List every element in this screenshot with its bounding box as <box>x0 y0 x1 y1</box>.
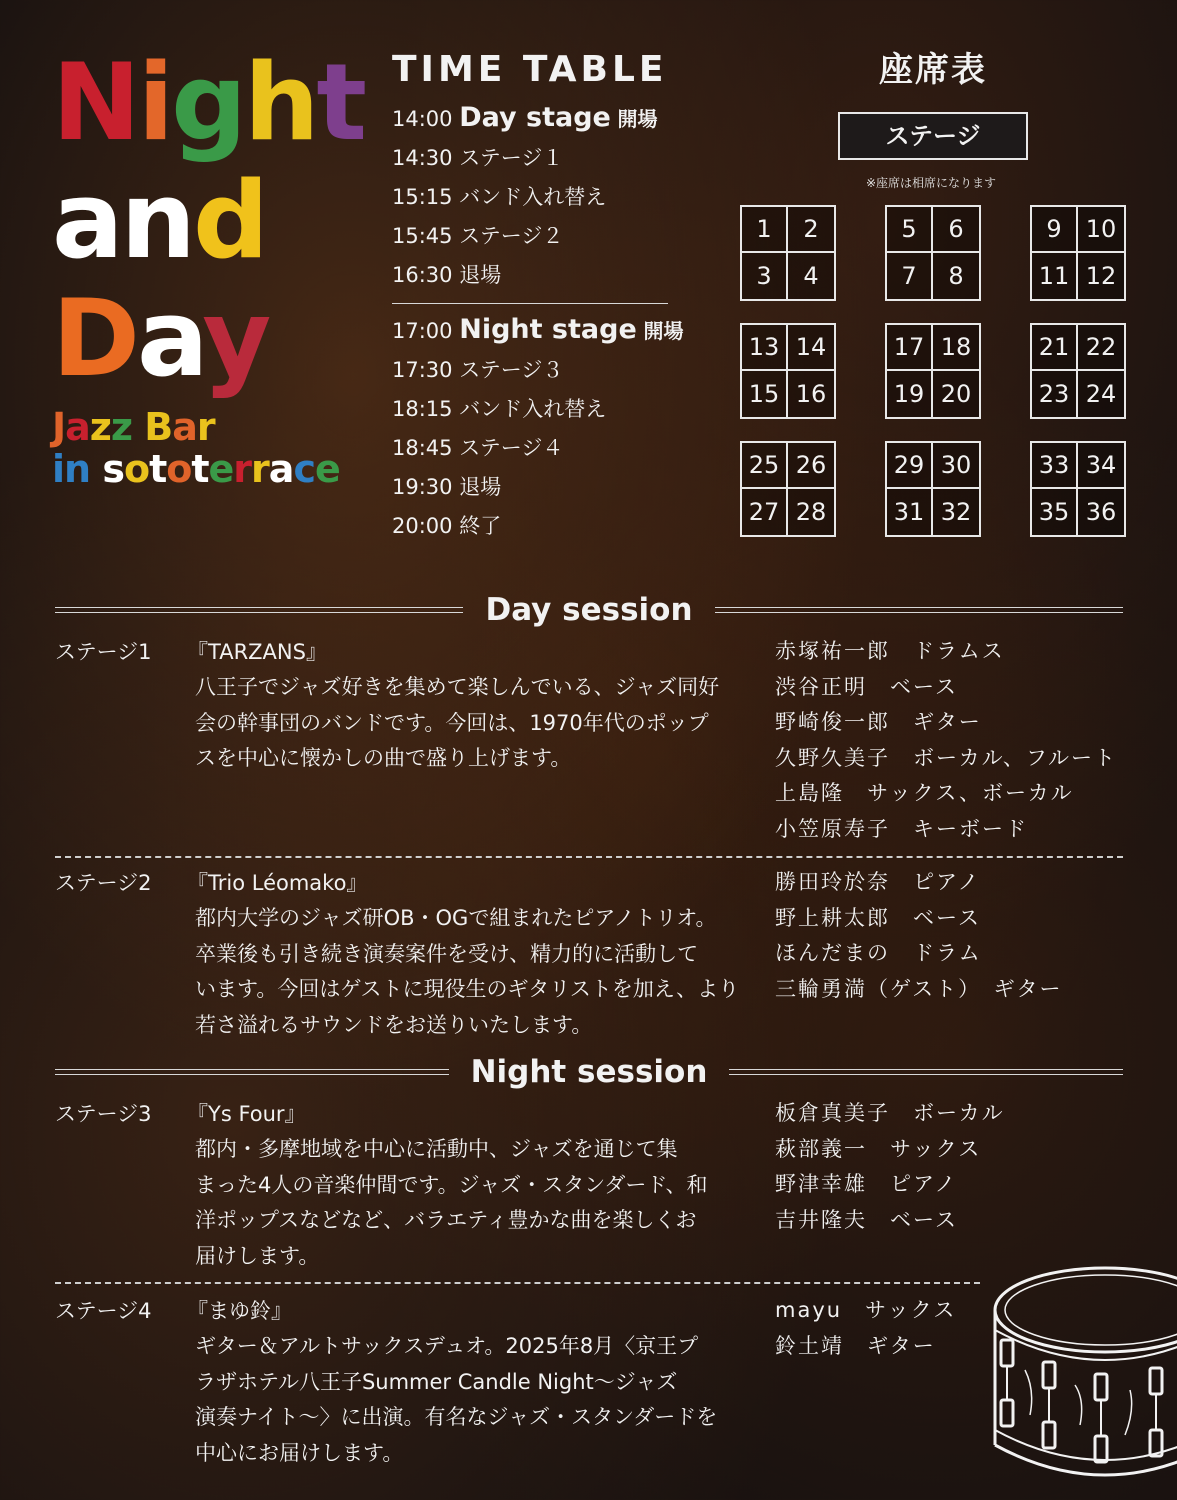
heading-rule-right <box>715 607 1123 613</box>
seat-number: 18 <box>933 325 979 371</box>
logo-letter: y <box>202 277 269 400</box>
logo-letter: t <box>191 447 209 491</box>
description-line: 都内・多摩地域を中心に活動中、ジャズを通じて集 <box>195 1137 678 1161</box>
timetable-row: 19:30 退場 <box>392 475 502 499</box>
member: 小笠原寿子 キーボード <box>775 816 1028 841</box>
description-line: 中心にお届けします。 <box>195 1440 404 1465</box>
seat-number: 34 <box>1078 443 1124 489</box>
logo-letter: c <box>293 447 315 491</box>
logo-letter: J <box>52 405 66 449</box>
stage-label: ステージ1 <box>55 640 152 664</box>
member: 渋谷正明 ベース <box>775 674 958 699</box>
logo-letter: n <box>120 159 193 282</box>
timetable-time: 14:00 <box>392 107 453 131</box>
band-description <box>195 1329 755 1471</box>
seat-number: 36 <box>1085 498 1117 526</box>
seat-number: 25 <box>742 443 788 489</box>
stage-box: ステージ <box>838 112 1028 160</box>
seating-chart <box>740 48 1130 537</box>
member: mayu サックス <box>775 1298 957 1322</box>
timetable-row: 18:15 バンド入れ替え <box>392 397 607 421</box>
band-name: 『TARZANS』 <box>187 640 327 664</box>
timetable-stage-name: Night stage <box>459 314 637 345</box>
timetable-open-label: 開場 <box>643 319 684 343</box>
logo-letter: B <box>144 405 173 449</box>
logo-jazz-bar <box>52 406 362 448</box>
logo-letter: a <box>137 277 203 400</box>
stage-label: ステージ3 <box>55 1102 152 1126</box>
member: 上島隆 サックス、ボーカル <box>775 781 1074 806</box>
member: 野上耕太郎 ベース <box>775 905 981 930</box>
logo-sototerrace <box>52 448 362 490</box>
logo-letter: t <box>149 447 167 491</box>
timetable-open-label: 開場 <box>617 107 658 131</box>
seat-number: 16 <box>795 380 827 408</box>
entry-divider <box>55 1282 980 1284</box>
timetable-row: 17:30 ステージ３ <box>392 358 564 382</box>
timetable-row: 15:15 バンド入れ替え <box>392 185 607 209</box>
member: 板倉真美子 ボーカル <box>775 1101 1005 1125</box>
description-line: 届けします。 <box>195 1243 320 1268</box>
description-line: 演奏ナイト〜〉に出演。有名なジャズ・スタンダードを <box>195 1405 718 1429</box>
logo-letter: a <box>172 405 197 449</box>
member: 吉井隆夫 ベース <box>775 1207 958 1232</box>
seat-groups <box>740 205 1130 537</box>
logo-letter: s <box>102 447 124 491</box>
seat-table <box>740 323 836 419</box>
seat-number: 29 <box>887 443 933 489</box>
logo-letter: z <box>110 405 133 449</box>
logo-letter: t <box>316 41 365 164</box>
logo-letter: a <box>268 447 294 491</box>
seat-table <box>885 205 981 301</box>
seat-table <box>1030 323 1126 419</box>
night-session-title: Night session <box>470 1054 708 1090</box>
seat-number: 19 <box>887 371 933 417</box>
seat-number: 28 <box>795 498 827 526</box>
logo-and <box>52 159 362 282</box>
seat-number: 7 <box>887 253 933 299</box>
snare-drum-icon <box>985 1250 1177 1500</box>
seat-number: 35 <box>1032 489 1078 535</box>
logo-letter: e <box>208 447 234 491</box>
timetable-divider <box>392 303 668 304</box>
seat-table <box>740 205 836 301</box>
seat-number: 9 <box>1032 207 1078 253</box>
member: 勝田玲於奈 ピアノ <box>775 870 981 894</box>
seat-number: 15 <box>742 371 788 417</box>
seating-note: ※座席は相席になります <box>865 176 997 190</box>
seat-number: 24 <box>1085 380 1117 408</box>
seat-number: 2 <box>788 207 834 253</box>
member-list <box>775 1293 956 1364</box>
seat-number: 12 <box>1085 262 1117 290</box>
description-line: います。今回はゲストに現役生のギタリストを加え、より <box>195 977 740 1001</box>
logo-letter: D <box>52 277 137 400</box>
seat-number: 6 <box>933 207 979 253</box>
seat-number: 20 <box>940 380 972 408</box>
logo-letter: n <box>64 447 91 491</box>
seat-number: 10 <box>1078 207 1124 253</box>
logo-letter: i <box>52 447 65 491</box>
member: 萩部義一 サックス <box>775 1136 982 1161</box>
band-name: 『Ys Four』 <box>187 1102 306 1126</box>
seat-table <box>885 323 981 419</box>
logo-letter: N <box>52 41 138 164</box>
seat-table <box>1030 205 1126 301</box>
logo-letter: i <box>137 41 172 164</box>
seat-number: 1 <box>742 207 788 253</box>
description-line: まった4人の音楽仲間です。ジャズ・スタンダード、和 <box>195 1172 708 1197</box>
band-description <box>195 1132 755 1274</box>
seat-number: 4 <box>803 262 819 290</box>
seat-table <box>1030 441 1126 537</box>
logo-letter: e <box>314 447 340 491</box>
timetable-title: TIME TABLE <box>392 49 668 90</box>
logo-letter: a <box>52 159 121 282</box>
timetable <box>392 49 684 546</box>
logo-letter: r <box>233 447 252 491</box>
heading-rule-left <box>55 1069 449 1075</box>
seat-number: 23 <box>1032 371 1078 417</box>
band-name: 『Trio Léomako』 <box>187 871 368 895</box>
timetable-time: 17:00 <box>392 319 453 343</box>
description-line: 都内大学のジャズ研OB・OGで組まれたピアノトリオ。 <box>195 906 717 930</box>
timetable-day-open <box>392 98 672 139</box>
event-logo <box>52 41 365 491</box>
stage-label: ステージ4 <box>55 1299 152 1323</box>
timetable-row: 18:45 ステージ４ <box>392 436 564 460</box>
description-line: 卒業後も引き続き演奏案件を受け、精力的に活動して <box>195 941 699 966</box>
timetable-stage-name: Day stage <box>459 102 611 133</box>
description-line: スを中心に懐かしの曲で盛り上げます。 <box>195 746 572 770</box>
logo-letter: g <box>171 41 244 164</box>
description-line: 若さ溢れるサウンドをお送りいたします。 <box>195 1012 593 1037</box>
member-list <box>775 865 1062 1007</box>
description-line: 八王子でジャズ好きを集めて楽しんでいる、ジャズ同好 <box>195 675 720 699</box>
seat-table <box>885 441 981 537</box>
day-session-title: Day session <box>485 592 693 628</box>
description-line: ギター＆アルトサックスデュオ。2025年8月〈京王プ <box>195 1334 699 1358</box>
description-line: ラザホテル八王子Summer Candle Night〜ジャズ <box>195 1369 678 1394</box>
logo-day <box>52 277 362 400</box>
seat-number: 31 <box>887 489 933 535</box>
logo-letter: h <box>243 41 317 164</box>
seat-number: 8 <box>948 262 964 290</box>
night-session-heading <box>55 1052 1123 1092</box>
logo-letter <box>90 447 102 491</box>
seat-number: 17 <box>887 325 933 371</box>
timetable-row: 14:30 ステージ１ <box>392 146 564 170</box>
member: 久野久美子 ボーカル、フルート <box>775 745 1118 770</box>
seat-number: 30 <box>933 443 979 489</box>
seating-title: 座席表 <box>879 50 987 90</box>
seat-number: 13 <box>742 325 788 371</box>
band-description <box>195 901 755 1043</box>
timetable-row: 15:45 ステージ２ <box>392 224 564 248</box>
logo-letter: a <box>65 405 90 449</box>
logo-letter: r <box>196 405 215 449</box>
logo-letter: z <box>89 405 111 449</box>
seat-number: 21 <box>1032 325 1078 371</box>
heading-rule-left <box>55 607 463 613</box>
band-name: 『まゆ鈴』 <box>187 1299 292 1323</box>
seat-number: 14 <box>788 325 834 371</box>
member: 赤塚祐一郎 ドラムス <box>775 639 1005 663</box>
description-line: 会の幹事団のバンドです。今回は、1970年代のポップ <box>195 710 709 735</box>
logo-night <box>52 41 365 164</box>
timetable-row: 16:30 退場 <box>392 263 502 287</box>
member: 三輪勇満（ゲスト） ギター <box>775 976 1063 1001</box>
logo-letter: o <box>123 447 150 491</box>
seat-number: 11 <box>1032 253 1078 299</box>
day-session-heading <box>55 590 1123 630</box>
member: 鈴土靖 ギター <box>775 1333 936 1358</box>
member: 野崎俊一郎 ギター <box>775 710 982 735</box>
logo-letter: o <box>166 447 192 491</box>
logo-letter: d <box>193 159 266 282</box>
member: ほんだまの ドラム <box>775 941 982 966</box>
stage-label: ステージ2 <box>55 871 152 895</box>
member-list <box>775 634 1117 848</box>
seat-number: 22 <box>1078 325 1124 371</box>
member-list <box>775 1096 1005 1238</box>
description-line: 洋ポップスなどなど、バラエティ豊かな曲を楽しくお <box>195 1208 697 1232</box>
band-description <box>195 670 755 777</box>
seat-table <box>740 441 836 537</box>
entry-divider <box>55 856 1123 858</box>
logo-letter <box>132 405 144 449</box>
seat-number: 26 <box>788 443 834 489</box>
seat-number: 32 <box>940 498 972 526</box>
heading-rule-right <box>729 1069 1123 1075</box>
timetable-night-open <box>392 310 684 351</box>
timetable-row: 20:00 終了 <box>392 514 502 538</box>
seat-number: 27 <box>742 489 788 535</box>
logo-letter: r <box>251 447 269 491</box>
seat-number: 33 <box>1032 443 1078 489</box>
seat-number: 3 <box>742 253 788 299</box>
seat-number: 5 <box>887 207 933 253</box>
member: 野津幸雄 ピアノ <box>775 1172 958 1197</box>
